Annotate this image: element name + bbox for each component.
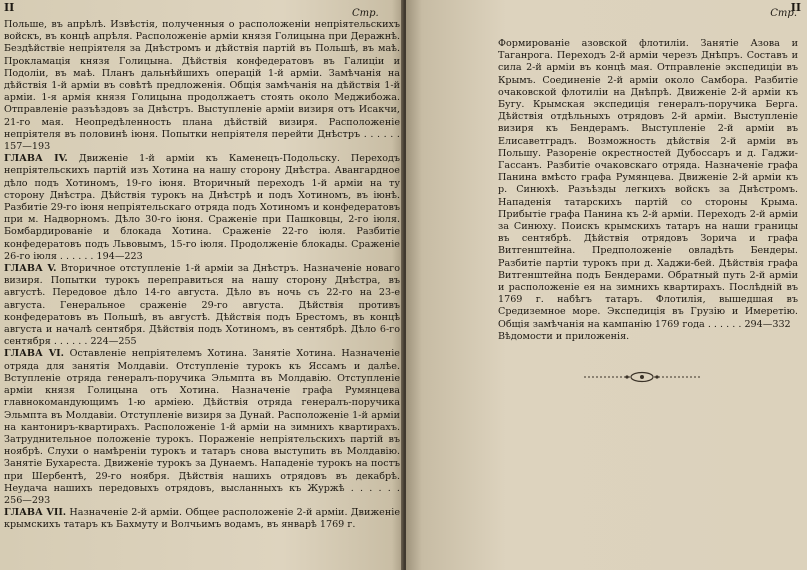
entry-text: Польше, въ апрѣлѣ. Извѣстія, полученныя о расположеніи непріятельскихъ войскъ, въ концѣ апрѣля. Расположеніе арміи князя Голицына при Деражнѣ. Бездѣйствіе непріятеля за Днѣстромъ и дѣйствія партій въ Польшѣ, въ маѣ. Прокламація князя Голицына. Дѣйствія конфедератовъ въ Галиціи и Подоліи, въ маѣ. Планъ дальнѣйшихъ операцій 1-й арміи. Замѣчанія на дѣйствія 1-й арміи въ совѣтѣ предложенія. Общія замѣчанія на дѣйствія 1-й арміи. 1-я армія князя Голицына продолжаетъ стоять около Меджибожа. Отправленіе разъѣздовъ за Днѣстръ. Выступленіе арміи визиря отъ Исакчи, 21-го мая. Неопредѣленность плана дѣйствій визиря. Расположеніе непріятеля въ половинѣ іюня. Попытки непріятеля перейти Днѣстръ [4,19,400,140]
entry-text: Вторичное отступленіе 1-й арміи за Днѣстръ. Назначеніе новаго визиря. Попытки турокъ переправиться на нашу сторону Днѣстра, въ августѣ. Передовое дѣло 14-го августа. Дѣло въ ночь съ 22-го на 23-е августа. Генеральное сраженіе 29-го августа. Дѣйствія противъ конфедератовъ въ Польшѣ, въ августѣ. Дѣйствія подъ Брестомъ, въ концѣ августа и началѣ сентября. Дѣйствія подъ Хотиномъ, въ сентябрѣ. Дѣло 6-го сентября [4,263,400,348]
page-range: 294—332 [744,318,791,330]
toc-entry: ГЛАВА V. Вторичное отступленіе 1-й арміи за Днѣстръ. Назначеніе новаго визиря. Попытки турокъ переправиться на нашу сторону Днѣстра, въ августѣ. Передовое дѣло 14-го августа. Дѣло въ ночь съ 22-го на 23-е августа. Генеральное сраженіе 29-го августа. Дѣйствія противъ конфедератовъ въ Польшѣ, въ августѣ. Дѣйствія подъ Брестомъ, въ концѣ августа и началѣ сентября. Дѣйствія подъ Хотиномъ, въ сентябрѣ. Дѣло 6-го сентября . . . . . . 224—255 [4,263,400,348]
toc-entry: ГЛАВА VI. Оставленіе непріятелемъ Хотина. Занятіе Хотина. Назначеніе отряда для занятія Молдавіи. Отступленіе турокъ къ Яссамъ и далѣе. Вступленіе отряда генералъ-поручика Эльмпта въ Молдавію. Отступленіе арміи князя Голицына отъ Хотина. Назначеніе графа Румянцева главнокомандующимъ 1-ю арміею. Дѣйствія отряда генералъ-поручика Эльмпта въ Молдавіи. Отступленіе визиря за Дунай. Расположеніе 1-й арміи на кантониръ-квартирахъ. Расположеніе 1-й арміи на зимнихъ квартирахъ. Затруднительное положеніе турокъ. Пораженіе непріятельскихъ партій въ ноябрѣ. Слухи о намѣреніи турокъ и татаръ снова выступить въ Молдавію. Занятіе Бухареста. Движеніе турокъ за Дунаемъ. Нападеніе турокъ на постъ при Шербентѣ, 29-го ноября. Дѣйствія нашихъ отрядовъ въ декабрѣ. Неудача нашихъ передовыхъ отрядовъ, высланныхъ къ Журжѣ . . . . . . 256—293 [4,348,400,506]
toc-column [498,38,798,343]
ornament-divider [582,370,702,384]
toc-entry [4,507,400,531]
right-page [406,0,807,570]
chapter-heading: ГЛАВА IV. [4,153,68,165]
page-range: 256—293 [4,494,51,506]
page-range: 224—255 [90,336,137,348]
toc-column [4,19,400,532]
page-column-header: Стр. [352,8,379,19]
entry-text: Вѣдомости и приложенія. [498,330,630,342]
toc-entry: Формированіе азовской флотиліи. Занятіе Азова и Таганрога. Переходъ 2-й арміи черезъ Днѣпръ. Составъ и сила 2-й арміи въ концѣ мая. Отправленіе экспедиціи въ Крымъ. Соединеніе 2-й арміи около Самбора. Разбитіе очаковской флотиліи на Днѣпрѣ. Движеніе 2-й арміи къ Бугу. Крымская экспедиція генералъ-поручика Берга. Дѣйствія отдѣльныхъ отрядовъ 2-й арміи. Выступленіе визиря къ Бендерамъ. Выступленіе 2-й арміи въ Елисаветградъ. Возможность дѣйствія 2-й арміи въ Польшу. Разореніе окрестностей Дубоссаръ и д. Гаджи-Гассанъ. Разбитіе очаковскаго отряда. Назначеніе графа Панина вмѣсто графа Румянцева. Движеніе 2-й арміи къ р. Синюхѣ. Разъѣзды легкихъ войскъ за Днѣстромъ. Нападенія татарскихъ партій со стороны Крыма. Прибытіе графа Панина къ 2-й арміи. Переходъ 2-й арміи за Синюху. Поискъ крымскихъ татаръ на наши границы въ сентябрѣ. Дѣйствія отрядовъ Зорича и графа Витгенштейна. Предположеніе овладѣть Бендеры. Разбитіе партіи турокъ при д. Хаджи-бей. Дѣйствія графа Витгенштейна подъ Бендерами. Обратный путь 2-й арміи и расположеніе ея на зимнихъ квартирахъ. Послѣдній въ 1769 г. набѣгъ татаръ. Флотилія, вышедшая въ Средиземное море. Экспедиція въ Грузію и Имеретію. Общія замѣчанія на кампанію 1769 года . . . . . . 294—332 [498,38,798,330]
entry-text: Назначеніе 2-й арміи. Общее расположеніе 2-й арміи. Движеніе крымскихъ татаръ къ Бахмуту и Волчьимъ водамъ, въ январѣ 1769 г. [4,507,400,531]
chapter-heading: ГЛАВА VII. [4,507,67,519]
page-number: II [4,1,15,14]
page-number: II [790,1,801,14]
entry-text: Формированіе азовской флотиліи. Занятіе Азова и Таганрога. Переходъ 2-й арміи черезъ Днѣпръ. Составъ и сила 2-й арміи въ концѣ мая. Отправленіе экспедиціи въ Крымъ. Соединеніе 2-й арміи около Самбора. Разбитіе очаковской флотиліи на Днѣпрѣ. Движеніе 2-й арміи къ Бугу. Крымская экспедиція генералъ-поручика Берга. Дѣйствія отдѣльныхъ отрядовъ 2-й арміи. Выступленіе визиря къ Бендерамъ. Выступленіе 2-й арміи въ Елисаветградъ. Возможность дѣйствія 2-й арміи въ Польшу. Разореніе окрестностей Дубоссаръ и д. Гаджи-Гассанъ. Разбитіе очаковскаго отряда. Назначеніе графа Панина вмѣсто графа Румянцева. Движеніе 2-й арміи къ р. Синюхѣ. Разъѣзды легкихъ войскъ за Днѣстромъ. Нападенія татарскихъ партій со стороны Крыма. Прибытіе графа Панина къ 2-й арміи. Переходъ 2-й арміи за Синюху. Поискъ крымскихъ татаръ на наши границы въ сентябрѣ. Дѣйствія отрядовъ Зорича и графа Витгенштейна. Предположеніе овладѣть Бендеры. Разбитіе партіи турокъ при д. Хаджи-бей. Дѣйствія графа Витгенштейна подъ Бендерами. Обратный путь 2-й арміи и расположеніе ея на зимнихъ квартирахъ. Послѣдній въ 1769 г. набѣгъ татаръ. Флотилія, вышедшая въ Средиземное море. Экспедиція въ Грузію и Имеретію. Общія замѣчанія на кампанію 1769 года [498,38,798,330]
toc-entry [498,331,798,343]
chapter-heading: ГЛАВА V. [4,263,57,275]
entry-text: Оставленіе непріятелемъ Хотина. Занятіе Хотина. Назначеніе отряда для занятія Молдавіи. Отступленіе турокъ къ Яссамъ и далѣе. Вступленіе отряда генералъ-поручика Эльмпта въ Молдавію. Отступленіе арміи князя Голицына отъ Хотина. Назначеніе графа Румянцева главнокомандующимъ 1-ю арміею. Дѣйствія отряда генералъ-поручика Эльмпта въ Молдавіи. Отступленіе визиря за Дунай. Расположеніе 1-й арміи на кантониръ-квартирахъ. Расположеніе 1-й арміи на зимнихъ квартирахъ. Затруднительное положеніе турокъ. Пораженіе непріятельскихъ партій въ ноябрѣ. Слухи о намѣреніи турокъ и татаръ снова выступить въ Молдавію. Занятіе Бухареста. Движеніе турокъ за Дунаемъ. Нападеніе турокъ на постъ при Шербентѣ, 29-го ноября. Дѣйствія нашихъ отрядовъ въ декабрѣ. Неудача нашихъ передовыхъ отрядовъ, высланныхъ къ Журжѣ [4,348,400,494]
entry-text: Движеніе 1-й арміи къ Каменецъ-Подольску. Переходъ непріятельскихъ партій изъ Хотина на нашу сторону Днѣстра. Авангардное дѣло подъ Хотиномъ, 19-го іюня. Вторичный переходъ 1-й арміи на ту сторону Днѣстра. Дѣйствія турокъ на Днѣстрѣ и подъ Хотиномъ, въ іюнѣ. Разбитіе 29-го іюня непріятельскаго отряда подъ Хотиномъ и конфедератовъ при м. Надворномъ. Дѣло 30-го іюня. Сраженіе при Пашковцы, 2-го іюля. Бомбардированіе и блокада Хотина. Сраженіе 22-го іюля. Разбитіе конфедератовъ подъ Львовымъ, 15-го іюля. Продолженіе блокады. Сраженіе 26-го іюля [4,153,400,262]
chapter-heading: ГЛАВА VI. [4,348,65,360]
toc-entry: Польше, въ апрѣлѣ. Извѣстія, полученныя о расположеніи непріятельскихъ войскъ, въ концѣ апрѣля. Расположеніе арміи князя Голицына при Деражнѣ. Бездѣйствіе непріятеля за Днѣстромъ и дѣйствія партій въ Польшѣ, въ маѣ. Прокламація князя Голицына. Дѣйствія конфедератовъ въ Галиціи и Подоліи, въ маѣ. Планъ дальнѣйшихъ операцій 1-й арміи. Замѣчанія на дѣйствія 1-й арміи въ совѣтѣ предложенія. Общія замѣчанія на дѣйствія 1-й арміи. 1-я армія князя Голицына продолжаетъ стоять около Меджибожа. Отправленіе разъѣздовъ за Днѣстръ. Выступленіе арміи визиря отъ Исакчи, 21-го мая. Неопредѣленность плана дѣйствій визиря. Расположеніе непріятеля въ половинѣ іюня. Попытки непріятеля перейти Днѣстръ . . . . . . 157—193 [4,19,400,153]
toc-entry: ГЛАВА IV. Движеніе 1-й арміи къ Каменецъ-Подольску. Переходъ непріятельскихъ партій изъ Хотина на нашу сторону Днѣстра. Авангардное дѣло подъ Хотиномъ, 19-го іюня. Вторичный переходъ 1-й арміи на ту сторону Днѣстра. Дѣйствія турокъ на Днѣстрѣ и подъ Хотиномъ, въ іюнѣ. Разбитіе 29-го іюня непріятельскаго отряда подъ Хотиномъ и конфедератовъ при м. Надворномъ. Дѣло 30-го іюня. Сраженіе при Пашковцы, 2-го іюля. Бомбардированіе и блокада Хотина. Сраженіе 22-го іюля. Разбитіе конфедератовъ подъ Львовымъ, 15-го іюля. Продолженіе блокады. Сраженіе 26-го іюля . . . . . . 194—223 [4,153,400,262]
page-range: 157—193 [4,141,51,153]
page-range: 194—223 [96,250,143,262]
page-column-header: Стр. [770,8,797,19]
